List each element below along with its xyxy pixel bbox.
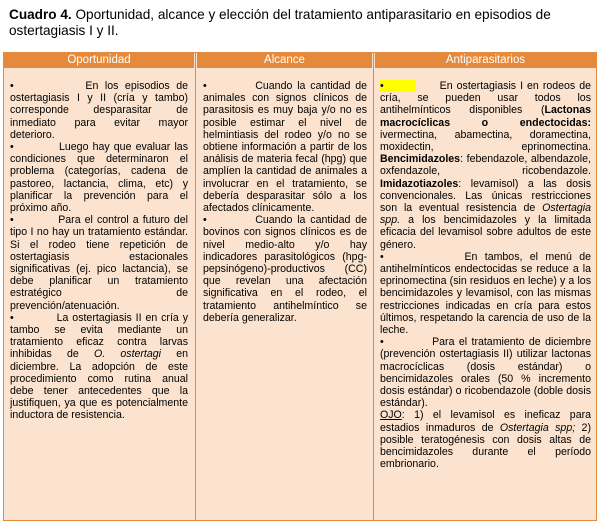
text-run: ivermectina, abamectina, doramectina, moxidectin, eprinomectina. bbox=[380, 128, 591, 154]
oportunidad-bullet-2: • Luego hay que evaluar las condiciones que determinaron el problema (categorías, cadena de pastoreo, lactancia, clima, etc) y planificar la prevención para el próximo año. bbox=[10, 141, 188, 215]
caption-label: Cuadro 4. bbox=[9, 7, 72, 22]
text-run: : levamisol) a las dosis convencionales. Las únicas restricciones son la eventual resistencia de bbox=[380, 177, 591, 215]
text-run: : febendazole, albendazole, oxfendazole, ricobendazole. bbox=[380, 153, 591, 178]
column-antiparasitarios bbox=[380, 80, 591, 471]
alcance-bullet-2: • Cuando la cantidad de bovinos con signos clínicos es de nivel medio-alto y/o hay indicadores parasitológicos (hpg-pepsinógeno)-productivos (CC) que revelan una afectación significativa en el rodeo, el tratamiento antihelmíntico se debería generalizar. bbox=[203, 214, 367, 324]
oportunidad-bullet-1: • En los episodios de ostertagiasis I y II (cría y tambo) corresponde desparasitar de inmediato para evitar mayor deterioro. bbox=[10, 80, 188, 141]
header-antiparasitarios: Antiparasitarios bbox=[375, 53, 596, 68]
column-alcance bbox=[203, 80, 367, 324]
treatment-table bbox=[3, 52, 597, 521]
table-caption bbox=[9, 7, 593, 39]
header-oportunidad: Oportunidad bbox=[4, 53, 194, 68]
species-name: Ostertagia spp; bbox=[499, 421, 576, 434]
header-alcance: Alcance bbox=[197, 53, 372, 68]
caption-title: Oportunidad, alcance y elección del tratamiento antiparasitario en episodios de ostertagiasis I y II. bbox=[9, 7, 551, 38]
ojo-label: OJO bbox=[380, 409, 402, 422]
column-oportunidad bbox=[10, 80, 188, 422]
antiparasitarios-bullet-1 bbox=[380, 80, 591, 251]
drug-class-bencimidazoles: Bencimidazoles bbox=[380, 153, 461, 166]
antiparasitarios-bullet-3: • Para el tratamiento de diciembre (prevención ostertagiasis II) utilizar lactonas macrocíclicas (dosis estándar) o bencimidazoles orales (50 % incremento dosis estándar) o ricobendazole (doble dosis estándar). bbox=[380, 336, 591, 410]
antiparasitarios-note bbox=[380, 409, 591, 470]
text-run: : 1) el levamisol es ineficaz para estadios inmaduros de bbox=[380, 409, 591, 434]
species-name: Ostertagia spp. bbox=[380, 202, 591, 227]
oportunidad-bullet-4 bbox=[10, 312, 188, 422]
text-run: en diciembre. La adopción de este procedimiento como rutina anual debe tener antecedentes que la justifiquen, ya que es potencialmente inductora de resistencia. bbox=[10, 348, 188, 422]
drug-class-imidazotiazoles: Imidazotiazoles bbox=[380, 177, 459, 190]
oportunidad-bullet-3: • Para el control a futuro del tipo I no hay un tratamiento estándar. Si el rodeo tiene repetición de ostertagiasis estacionales significativas (ej. pico lactancia), se debe planificar un tratamiento estratégico de prevención/atenuación. bbox=[10, 214, 188, 312]
column-divider bbox=[373, 53, 374, 520]
text-run: 2) posible teratogénesis con dosis altas de bencimidazoles durante el período embrionario. bbox=[380, 421, 591, 471]
bullet-mark: • bbox=[380, 80, 384, 92]
drug-class-lactonas: Lactonas macrocíclicas o endectocidas: bbox=[380, 104, 591, 129]
highlighted-bullet bbox=[380, 80, 416, 92]
text-run: • La ostertagiasis II en cría y tambo se evita mediante un tratamiento eficaz contra larvas inhibidas de bbox=[10, 311, 188, 361]
text-run: En ostertagiasis I en rodeos de cría, se pueden usar todos los antihelmínticos disponibles ( bbox=[380, 80, 591, 117]
text-run: a los bencimidazoles y la limitada eficacia del levamisol sobre adultos de este género. bbox=[380, 214, 591, 251]
species-name: O. ostertagi bbox=[94, 348, 162, 361]
alcance-bullet-1: • Cuando la cantidad de animales con signos clínicos de parasitosis es muy baja y/o no es posible estimar el nivel de helmintiasis del rodeo y/o no se obtiene información a partir de los análisis de materia fecal (hpg) que amplíen la cantidad de animales a involucrar en el tratamiento, se debería desparasitar sólo a los afectados clínicamente. bbox=[203, 80, 367, 215]
column-divider bbox=[195, 53, 196, 520]
antiparasitarios-bullet-2: • En tambos, el menú de antihelmínticos endectocidas se reduce a la eprinomectina (sin residuos en leche) y a los bencimidazoles y levamisol, con las mismas restricciones indicadas en cría para estos últimos, respetando la carencia de uso de la leche. bbox=[380, 250, 591, 337]
